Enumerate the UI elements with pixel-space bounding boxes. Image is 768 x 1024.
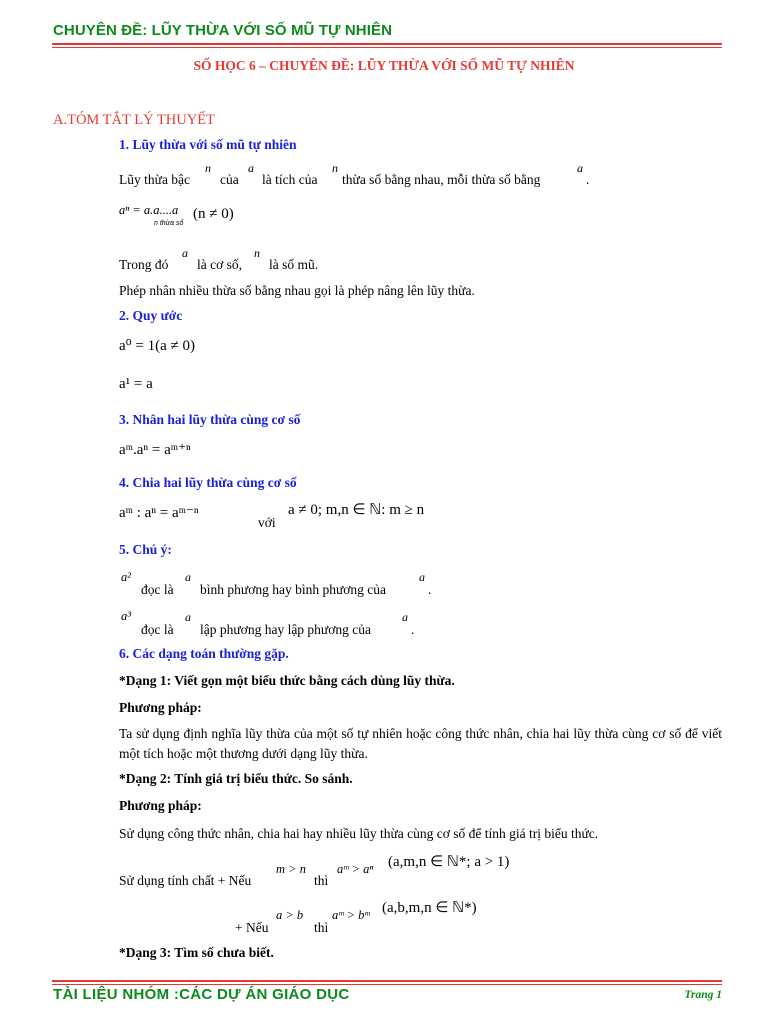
footer-group-name: TÀI LIỆU NHÓM :CÁC DỰ ÁN GIÁO DỤC — [53, 986, 350, 1003]
convention-formula-2: a¹ = a — [119, 376, 153, 392]
var-n: n — [254, 246, 260, 260]
var-a: a — [248, 161, 254, 175]
header-rule — [52, 43, 722, 45]
method-label-2: Phương pháp: — [119, 798, 202, 813]
formula-underbrace-label: n thừa số — [154, 220, 184, 227]
method-label-1: Phương pháp: — [119, 700, 202, 715]
var-a: a — [185, 570, 191, 584]
var-a: a — [402, 610, 408, 624]
multiplication-formula: aᵐ.aⁿ = aᵐ⁺ⁿ — [119, 442, 191, 458]
page-number: Trang 1 — [684, 989, 722, 1001]
document-title: SỐ HỌC 6 – CHUYÊN ĐỀ: LŨY THỪA VỚI SỐ MŨ TỰ NHIÊN — [193, 58, 575, 73]
formula-condition: (n ≠ 0) — [193, 206, 234, 222]
power-formula: aⁿ = a.a....a — [119, 203, 179, 217]
section-2-heading: 2. Quy ước — [119, 308, 183, 323]
read-as-text: đọc là — [141, 622, 174, 637]
definition-text-4: thừa số bằng nhau, mỗi thừa số bằng — [342, 172, 541, 187]
type-1-method-text: Ta sử dụng định nghĩa lũy thừa của một số tự nhiên hoặc công thức nhân, chia hai lũy thừa cùng cơ số để viết một tích hoặc một thương dưới dạng lũy thừa. — [119, 726, 722, 761]
property-text: Sử dụng tính chất + Nếu — [119, 873, 252, 888]
division-with-text: với — [258, 515, 276, 530]
var-a: a — [182, 246, 188, 260]
definition-text-2: của — [220, 172, 239, 187]
var-n: n — [332, 161, 338, 175]
division-condition: a ≠ 0; m,n ∈ ℕ: m ≥ n — [288, 502, 425, 518]
var-a: a — [577, 161, 583, 175]
cube-dot: . — [411, 622, 415, 637]
var-a: a — [185, 610, 191, 624]
footer-rule-thin — [52, 984, 722, 985]
convention-formula-1: a⁰ = 1(a ≠ 0) — [119, 338, 196, 354]
square-text: bình phương hay bình phương của — [200, 582, 387, 597]
property-2-if: a > b — [276, 908, 304, 922]
property-2-if-text: + Nếu — [235, 920, 269, 935]
section-6-heading: 6. Các dạng toán thường gặp. — [119, 646, 289, 661]
definition-text-3: là tích của — [262, 172, 318, 187]
footer-rule — [52, 980, 722, 982]
header-title: CHUYÊN ĐỀ: LŨY THỪA VỚI SỐ MŨ TỰ NHIÊN — [53, 22, 392, 39]
type-2-heading: *Dạng 2: Tính giá trị biểu thức. So sánh. — [119, 771, 353, 786]
section-a-heading: A.TÓM TẮT LÝ THUYẾT — [53, 112, 215, 128]
var-n: n — [205, 161, 211, 175]
read-as-text: đọc là — [141, 582, 174, 597]
section-3-heading: 3. Nhân hai lũy thừa cùng cơ số — [119, 412, 301, 427]
definition-text-1: Lũy thừa bậc — [119, 172, 191, 187]
var-a: a — [419, 570, 425, 584]
division-formula: aᵐ : aⁿ = aᵐ⁻ⁿ — [119, 505, 199, 521]
square-dot: . — [428, 582, 432, 597]
section-5-heading: 5. Chú ý: — [119, 542, 172, 557]
property-2-condition: (a,b,m,n ∈ ℕ*) — [382, 900, 477, 916]
note-text-3: là số mũ. — [269, 257, 319, 272]
type-2-method-text: Sử dụng công thức nhân, chia hai hay nhiều lũy thừa cùng cơ số để tính giá trị biểu thức. — [119, 826, 599, 841]
property-1-condition: (a,m,n ∈ ℕ*; a > 1) — [388, 854, 510, 870]
cube-text: lập phương hay lập phương của — [200, 622, 371, 637]
a-cubed: a³ — [121, 609, 131, 623]
property-2-then: aᵐ > bᵐ — [332, 908, 370, 922]
section-4-heading: 4. Chia hai lũy thừa cùng cơ số — [119, 475, 297, 490]
then-text: thì — [314, 920, 329, 935]
a-squared: a² — [121, 570, 131, 584]
definition-end: . — [586, 172, 590, 187]
property-1-then: aᵐ > aⁿ — [337, 862, 374, 876]
note-text-2: là cơ số, — [197, 257, 243, 272]
header-rule-thin — [52, 47, 722, 48]
property-1-if: m > n — [276, 862, 306, 876]
multiplication-note: Phép nhân nhiều thừa số bằng nhau gọi là phép nâng lên lũy thừa. — [119, 283, 475, 298]
note-text-1: Trong đó — [119, 257, 169, 272]
then-text: thì — [314, 873, 329, 888]
type-1-heading: *Dạng 1: Viết gọn một biểu thức bằng cách dùng lũy thừa. — [119, 673, 455, 688]
section-1-heading: 1. Lũy thừa với số mũ tự nhiên — [119, 137, 297, 152]
type-3-heading: *Dạng 3: Tìm số chưa biết. — [119, 945, 274, 960]
